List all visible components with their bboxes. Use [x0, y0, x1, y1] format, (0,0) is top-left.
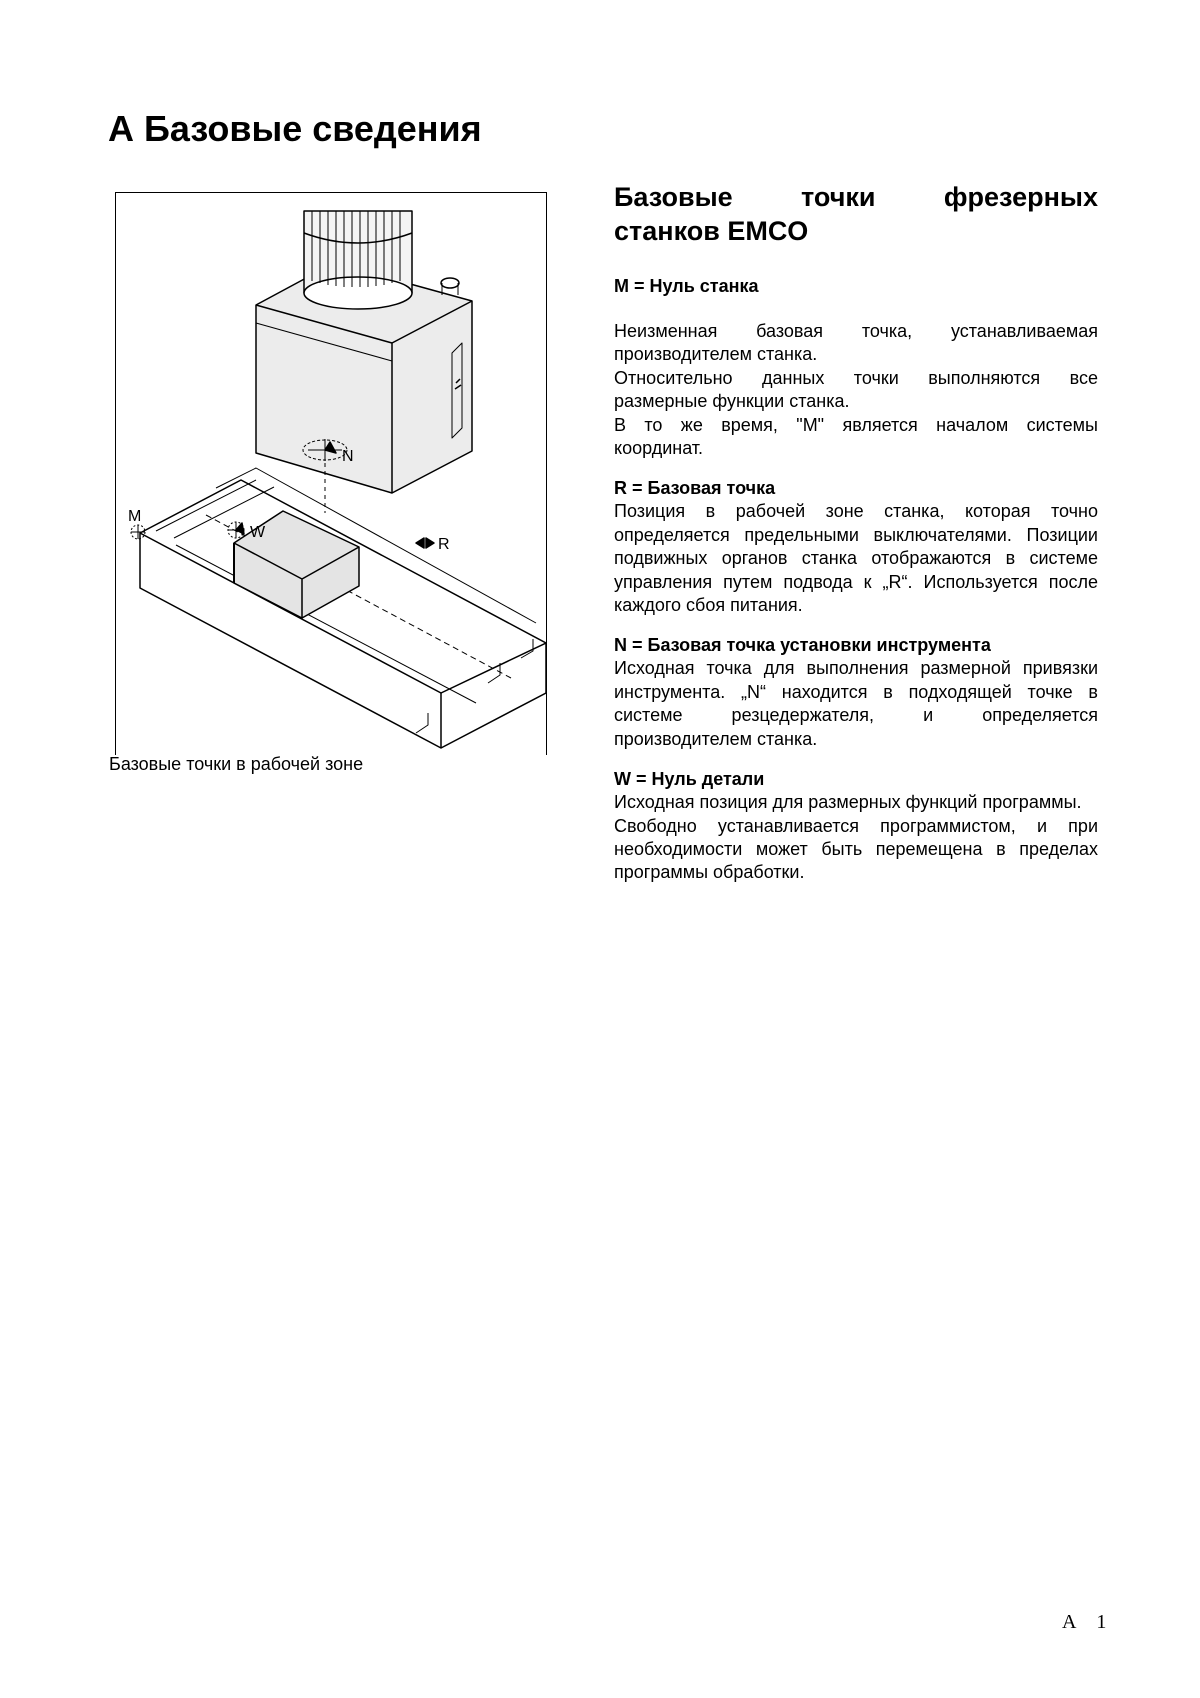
paragraph: В то же время, "M" является началом системы координат.	[614, 414, 1098, 459]
text-column	[614, 180, 1098, 885]
title-word: точки	[801, 182, 876, 212]
figure-label-n: N	[342, 448, 354, 465]
paragraph: Исходная точка для выполнения размерной привязки инструмента. „N“ находится в подходящей точке в системе резцедержателя, и определяется производителем станка.	[614, 658, 1098, 749]
term-w: W = Нуль детали	[614, 769, 765, 790]
milling-machine-drawing	[116, 193, 547, 755]
reference-points-figure	[115, 192, 547, 755]
figure-label-r: R	[438, 536, 450, 553]
page-number: A 1	[1062, 1611, 1115, 1633]
paragraph: Относительно данных точки выполняются все размерные функции станка.	[614, 367, 1098, 412]
page-title: А Базовые сведения	[108, 108, 482, 149]
paragraph: Свободно устанавливается программистом, и при необходимости может быть перемещена в пределах программы обработки.	[614, 815, 1098, 883]
paragraph: Неизменная базовая точка, устанавливаемая производителем станка.	[614, 321, 1098, 365]
section-title-line1	[614, 180, 1098, 214]
term-r: R = Базовая точка	[614, 478, 776, 499]
section-title-line2: станков EMCO	[614, 216, 809, 246]
title-word: Базовые	[614, 182, 733, 212]
paragraph: Позиция в рабочей зоне станка, которая точно определяется предельными выключателями. Позиции подвижных органов станка отображаются в системе управления путем подвода к „R“. Используется после каждого сбоя питания.	[614, 501, 1098, 616]
paragraph: Исходная позиция для размерных функций программы.	[614, 792, 1082, 813]
figure-label-m: M	[128, 508, 142, 525]
term-m: M = Нуль станка	[614, 276, 759, 296]
machine-table	[140, 480, 546, 748]
term-n: N = Базовая точка установки инструмента	[614, 635, 991, 656]
title-word: фрезерных	[943, 182, 1098, 212]
figure-label-w: W	[250, 524, 266, 541]
figure-caption: Базовые точки в рабочей зоне	[109, 754, 364, 774]
section-title	[614, 180, 1098, 248]
